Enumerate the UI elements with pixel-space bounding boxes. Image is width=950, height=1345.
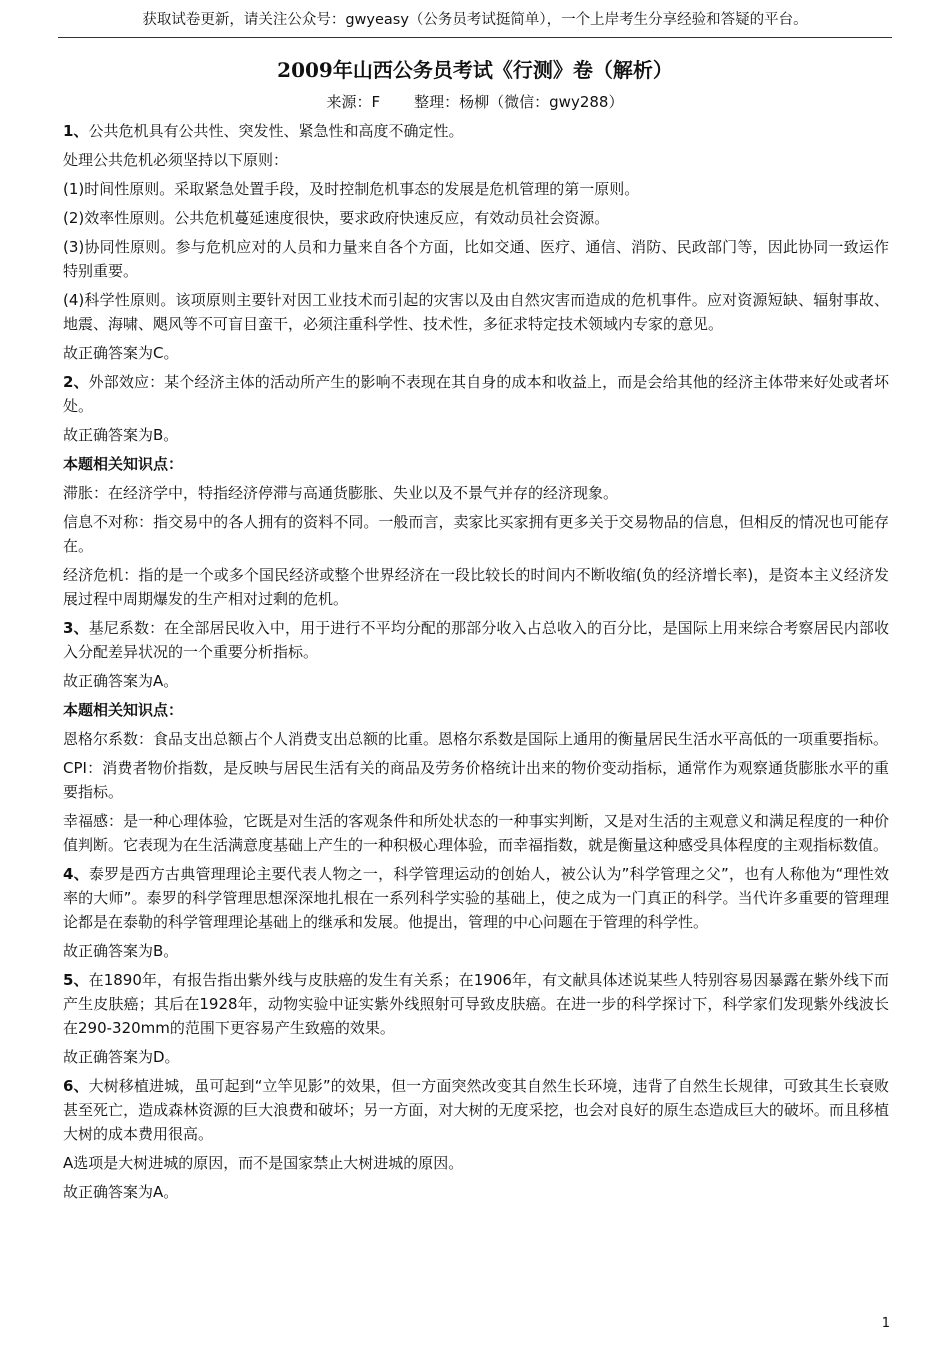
paragraph-text: 处理公共危机必须坚持以下原则： [63, 151, 289, 169]
editor-label: 整理：杨柳（微信：gwy288） [414, 93, 624, 111]
paragraph-text: CPI：消费者物价指数，是反映与居民生活有关的商品及劳务价格统计出来的物价变动指标，通常作为观察通货膨胀水平的重要指标。 [63, 759, 889, 801]
paragraph [63, 727, 889, 751]
paragraph [63, 341, 889, 365]
paragraph [63, 235, 889, 283]
paragraph [63, 288, 889, 336]
document-meta [0, 92, 950, 112]
paragraph-text: 本题相关知识点： [63, 455, 184, 473]
page-number: 1 [881, 1316, 890, 1331]
paragraph-text: 故正确答案为C。 [63, 344, 179, 362]
paragraph [63, 148, 889, 172]
section-heading [63, 452, 889, 476]
paragraph-text: 恩格尔系数：食品支出总额占个人消费支出总额的比重。恩格尔系数是国际上通用的衡量居民生活水平高低的一项重要指标。 [63, 730, 889, 748]
paragraph-text: 外部效应：某个经济主体的活动所产生的影响不表现在其自身的成本和收益上，而是会给其他的经济主体带来好处或者坏处。 [63, 373, 890, 415]
paragraph [63, 809, 889, 857]
paragraph [63, 862, 889, 934]
source-label: 来源：F [326, 93, 381, 111]
paragraph-text: 基尼系数：在全部居民收入中，用于进行不平均分配的那部分收入占总收入的百分比，是国际上用来综合考察居民内部收入分配差异状况的一个重要分析指标。 [63, 619, 890, 661]
paragraph [63, 1180, 889, 1204]
header-note: 获取试卷更新，请关注公众号：gwyeasy（公务员考试挺简单），一个上岸考生分享经验和答疑的平台。 [142, 12, 808, 28]
paragraph [63, 669, 889, 693]
question-number: 6、 [63, 1077, 89, 1095]
paragraph [63, 370, 889, 418]
document-body [63, 119, 889, 1209]
paragraph [63, 968, 889, 1040]
paragraph [63, 119, 889, 143]
paragraph-text: 大树移植进城，虽可起到“立竿见影”的效果，但一方面突然改变其自然生长环境，违背了自然生长规律，可致其生长衰败甚至死亡，造成森林资源的巨大浪费和破坏；另一方面，对大树的无度采挖，也会对良好的原生态造成巨大的破坏。而且移植大树的成本费用很高。 [63, 1077, 889, 1143]
paragraph [63, 177, 889, 201]
paragraph-text: (3)协同性原则。参与危机应对的人员和力量来自各个方面，比如交通、医疗、通信、消防、民政部门等，因此协同一致运作特别重要。 [63, 238, 889, 280]
question-number: 3、 [63, 619, 89, 637]
paragraph-text: 幸福感：是一种心理体验，它既是对生活的客观条件和所处状态的一种事实判断，又是对生活的主观意义和满足程度的一种价值判断。它表现为在生活满意度基础上产生的一种积极心理体验，而幸福指数，就是衡量这种感受具体程度的主观指标数值。 [63, 812, 889, 854]
paragraph-text: (2)效率性原则。公共危机蔓延速度很快，要求政府快速反应，有效动员社会资源。 [63, 209, 610, 227]
question-number: 2、 [63, 373, 89, 391]
section-heading [63, 698, 889, 722]
paragraph-text: 在1890年，有报告指出紫外线与皮肤癌的发生有关系；在1906年，有文献具体述说某些人特别容易因暴露在紫外线下而产生皮肤癌；其后在1928年，动物实验中证实紫外线照射可导致皮肤癌。在进一步的科学探讨下，科学家们发现紫外线波长在290-320mm的范围下更容易产生致癌的效果。 [63, 971, 890, 1037]
paragraph-text: 故正确答案为A。 [63, 672, 179, 690]
paragraph [63, 1151, 889, 1175]
paragraph [63, 481, 889, 505]
question-number: 4、 [63, 865, 89, 883]
paragraph-text: (4)科学性原则。该项原则主要针对因工业技术而引起的灾害以及由自然灾害而造成的危机事件。应对资源短缺、辐射事故、地震、海啸、飓风等不可盲目蛮干，必须注重科学性、技术性，多征求特定技术领域内专家的意见。 [63, 291, 889, 333]
paragraph-text: 故正确答案为B。 [63, 942, 179, 960]
paragraph-text: 故正确答案为A。 [63, 1183, 179, 1201]
paragraph-text: 故正确答案为D。 [63, 1048, 180, 1066]
paragraph [63, 510, 889, 558]
question-number: 1、 [63, 122, 89, 140]
question-number: 5、 [63, 971, 89, 989]
paragraph-text: 经济危机：指的是一个或多个国民经济或整个世界经济在一段比较长的时间内不断收缩(负的经济增长率)，是资本主义经济发展过程中周期爆发的生产相对过剩的危机。 [63, 566, 889, 608]
paragraph-text: 本题相关知识点： [63, 701, 184, 719]
header-divider [58, 37, 892, 38]
paragraph [63, 616, 889, 664]
paragraph-text: A选项是大树进城的原因，而不是国家禁止大树进城的原因。 [63, 1154, 464, 1172]
paragraph-text: 公共危机具有公共性、突发性、紧急性和高度不确定性。 [88, 122, 464, 140]
paragraph [63, 756, 889, 804]
paragraph [63, 206, 889, 230]
document-title: 2009年山西公务员考试《行测》卷（解析） [277, 58, 673, 82]
paragraph [63, 1074, 889, 1146]
paragraph [63, 1045, 889, 1069]
paragraph-text: 信息不对称：指交易中的各人拥有的资料不同。一般而言，卖家比买家拥有更多关于交易物品的信息，但相反的情况也可能存在。 [63, 513, 889, 555]
paragraph-text: 故正确答案为B。 [63, 426, 179, 444]
paragraph-text: 泰罗是西方古典管理理论主要代表人物之一，科学管理运动的创始人，被公认为”科学管理之父”，也有人称他为“理性效率的大师”。泰罗的科学管理思想深深地扎根在一系列科学实验的基础上，使之成为一门真正的科学。当代许多重要的管理理论都是在泰勒的科学管理理论基础上的继承和发展。他提出，管理的中心问题在于管理的科学性。 [63, 865, 889, 931]
paragraph [63, 939, 889, 963]
paragraph-text: (1)时间性原则。采取紧急处置手段，及时控制危机事态的发展是危机管理的第一原则。 [63, 180, 640, 198]
paragraph-text: 滞胀：在经济学中，特指经济停滞与高通货膨胀、失业以及不景气并存的经济现象。 [63, 484, 619, 502]
paragraph [63, 563, 889, 611]
paragraph [63, 423, 889, 447]
